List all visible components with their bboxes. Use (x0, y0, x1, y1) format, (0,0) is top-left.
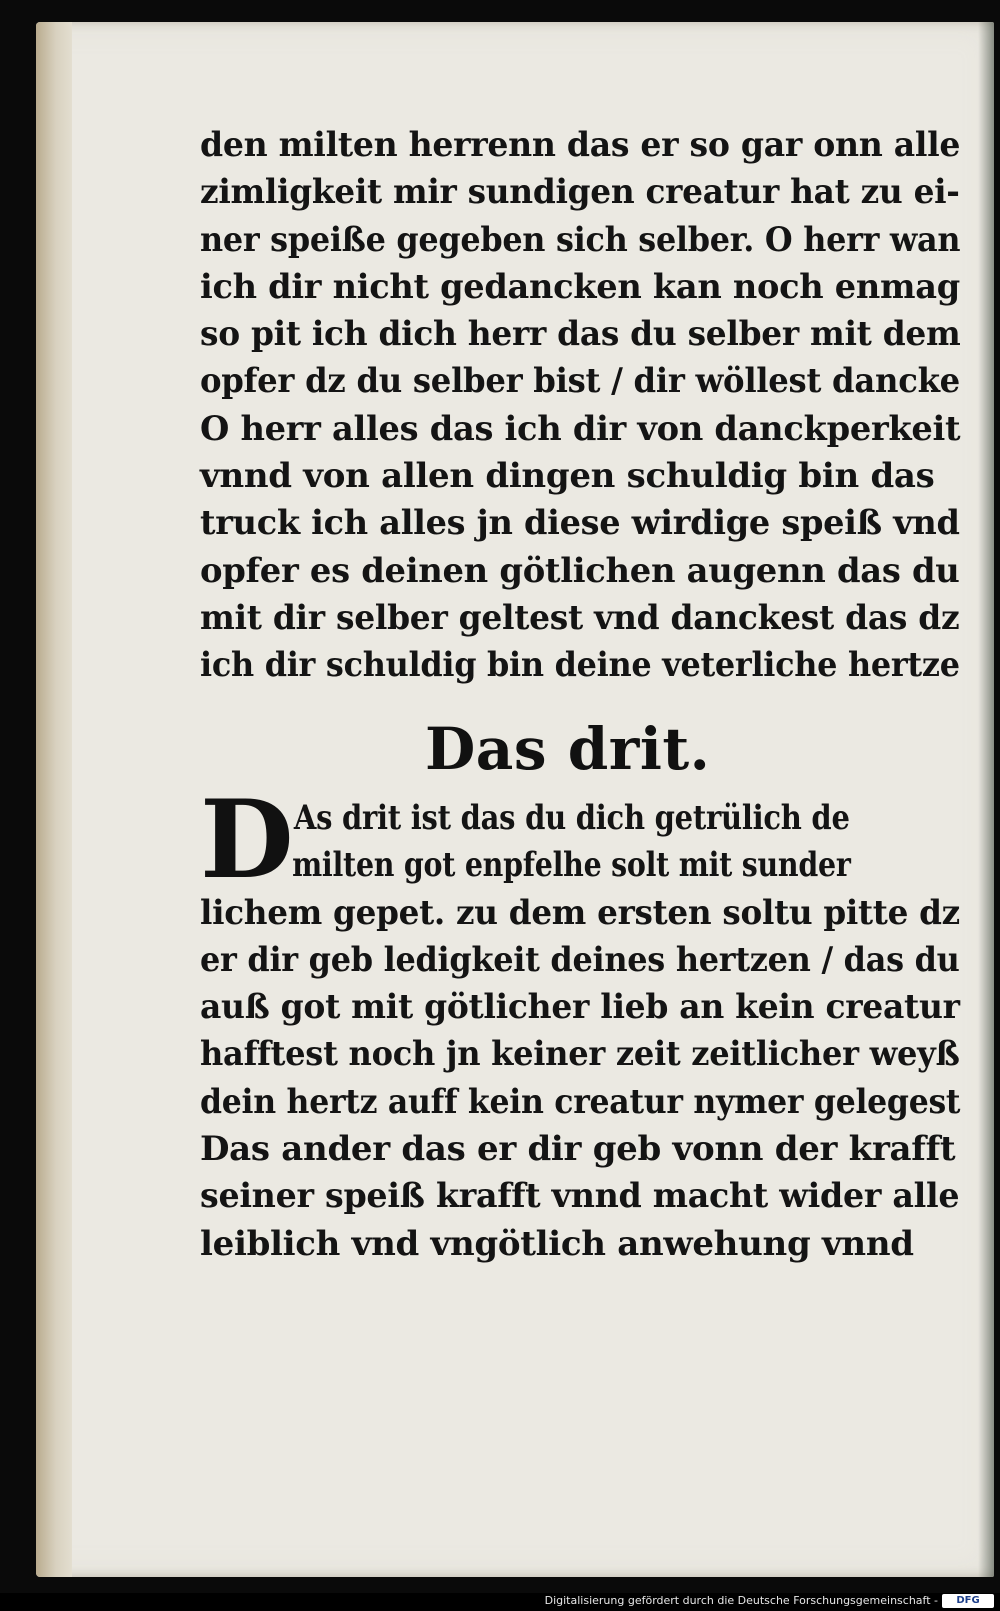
section-heading: Das drit. (425, 715, 711, 783)
text-line: so pit ich dich herr das du selber mit dem (200, 314, 961, 355)
text-line: opfer dz du selber bist / dir wöllest dancke (200, 361, 960, 402)
text-block-upper (200, 122, 960, 690)
text-line: ich dir nicht gedancken kan noch enmag (200, 266, 960, 307)
page-edge (36, 22, 72, 1577)
text-line: vnnd von allen dingen schuldig bin das (200, 456, 935, 497)
footer-credit: Digitalisierung gefördert durch die Deutsche Forschungsgemeinschaft - (544, 1594, 938, 1607)
text-line: hafftest noch jn keiner zeit zeitlicher weyß (200, 1034, 960, 1075)
text-line: truck ich alles jn diese wirdige speiß vnd (200, 503, 960, 544)
page-edge-stain (978, 22, 994, 1577)
decorated-initial: D (200, 777, 294, 903)
text-line: seiner speiß krafft vnnd macht wider alle (200, 1176, 960, 1217)
text-line: dein hertz auff kein creatur nymer gelegest (200, 1081, 961, 1122)
text-line: lichem gepet. zu dem ersten soltu pitte dz (200, 892, 960, 933)
text-line: er dir geb ledigkeit deines hertzen / das du (200, 939, 960, 980)
text-line: ich dir schuldig bin deine veterliche hertze (200, 645, 960, 686)
text-line: Das ander das er dir geb vonn der krafft (200, 1129, 956, 1170)
text-line: auß got mit götlicher lieb an kein creatur (200, 987, 960, 1028)
text-line: As drit ist das du dich getrülich de (293, 798, 850, 838)
text-line: zimligkeit mir sundigen creatur hat zu ei- (200, 172, 960, 213)
text-line: milten got enpfelhe solt mit sunder (292, 845, 851, 886)
text-block-lower (200, 795, 960, 1268)
text-line: O herr alles das ich dir von danckperkeit (200, 408, 961, 449)
text-line: ner speiße gegeben sich selber. O herr wan (200, 219, 961, 260)
text-line: mit dir selber geltest vnd danckest das dz (200, 597, 960, 638)
text-line: opfer es deinen götlichen augenn das du (200, 550, 960, 591)
text-line: leiblich vnd vngötlich anwehung vnnd (200, 1223, 914, 1264)
text-line: den milten herrenn das er so gar onn alle (200, 125, 961, 165)
dfg-logo: DFG (942, 1594, 994, 1608)
